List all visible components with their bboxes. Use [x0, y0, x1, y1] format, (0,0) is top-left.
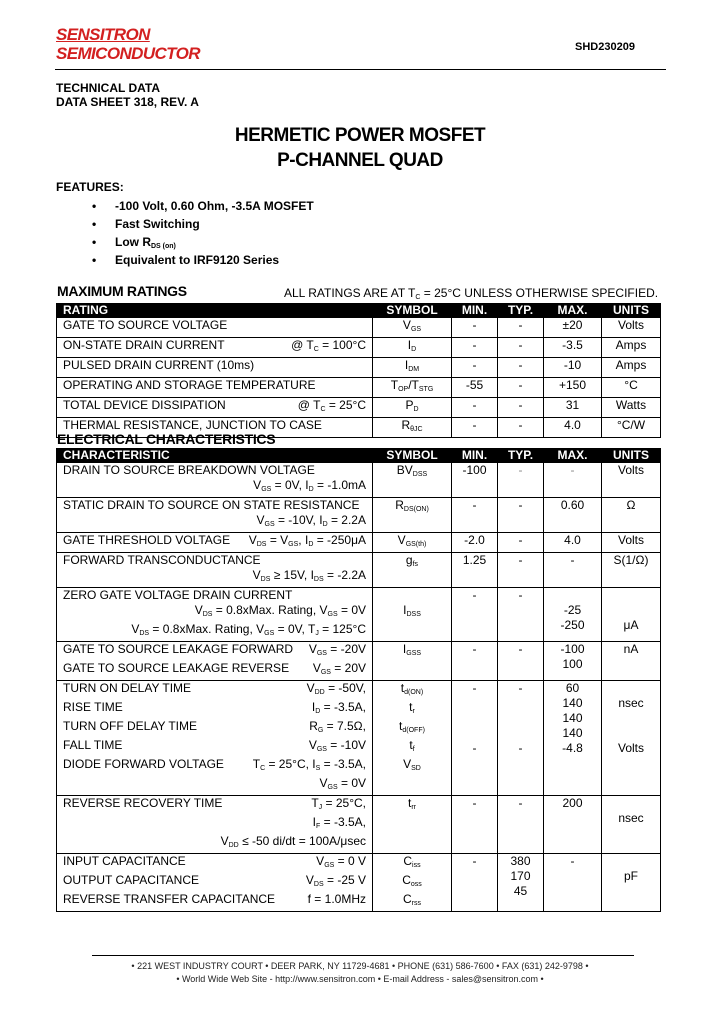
- footer-divider: [92, 955, 634, 956]
- features-list: [92, 197, 314, 269]
- table-row: DRAIN TO SOURCE BREAKDOWN VOLTAGE $V_{GS} = 0V$, $I_D = -1.0mA$ $BV_{DSS}$ -100 - - Volts: [57, 463, 661, 498]
- table-row: ZERO GATE VOLTAGE DRAIN CURRENT $V_{DS}$ = 0.8xMax. Rating, $V_{GS} = 0V$ $V_{DS}$ = 0.8xMax. Rating, $V_{GS} = 0V$, $T_J = 125^\circ C$ $I_{DSS}$ - - -25 -250 μA: [57, 588, 661, 642]
- footer-address: • 221 WEST INDUSTRY COURT • DEER PARK, NY 11729-4681 • PHONE (631) 586-7600 • FAX (631) 242-9798 •: [131, 961, 589, 971]
- ratings-note: ALL RATINGS ARE AT $T_C = 25^\circ C$ UNLESS OTHERWISE SPECIFIED.: [284, 286, 659, 301]
- table-header-row: CHARACTERISTIC SYMBOL MIN. TYP. MAX. UNITS: [57, 449, 661, 463]
- page-title: HERMETIC POWER MOSFET: [234, 125, 486, 146]
- table-row: FORWARD TRANSCONDUCTANCE $V_{DS} \ge 15V$, $I_{DS} = -2.2A$ $g_{fs}$ 1.25 - - S(1/Ω): [57, 553, 661, 588]
- footer-contact: • World Wide Web Site - http://www.sensitron.com • E-mail Address - sales@sensitron.com •: [176, 974, 544, 984]
- datasheet-revision: DATA SHEET 318, REV. A: [56, 95, 199, 109]
- table-row: GATE TO SOURCE LEAKAGE FORWARD $V_{GS} = -20V$ GATE TO SOURCE LEAKAGE REVERSE $V_{GS} = 20V$ $I_{GSS}$ - - -100 100 nA: [57, 642, 661, 681]
- features-heading: FEATURES:: [56, 180, 124, 194]
- feature-item: • Fast Switching: [92, 215, 314, 233]
- electrical-heading: ELECTRICAL CHARACTERISTICS: [57, 431, 276, 447]
- table-row: GATE THRESHOLD VOLTAGE $V_{DS} = V_{GS}$, $I_D = -250\mu A$ $V_{GS(th)}$ -2.0 - 4.0 Volts: [57, 533, 661, 553]
- max-ratings-heading: MAXIMUM RATINGS: [57, 283, 187, 299]
- table-row: REVERSE RECOVERY TIME $T_J = 25^\circ C$, $I_F = -3.5A$, $V_{DD} \le -50$ di/dt = 100A/μsec $t_{rr}$ - - 200 nsec: [57, 796, 661, 854]
- feature-item: • -100 Volt, 0.60 Ohm, -3.5A MOSFET: [92, 197, 314, 215]
- technical-data-block: [56, 81, 199, 109]
- feature-item: • Equivalent to IRF9120 Series: [92, 251, 314, 269]
- page-subtitle: P-CHANNEL QUAD: [277, 150, 443, 171]
- table-header-row: RATING SYMBOL MIN. TYP. MAX. UNITS: [57, 304, 661, 318]
- table-row: OPERATING AND STORAGE TEMPERATURE $T_{OP}/T_{STG}$ -55 - +150 °C: [57, 378, 661, 398]
- table-row: INPUT CAPACITANCE $V_{GS} = 0$ V OUTPUT CAPACITANCE $V_{DS} = -25$ V REVERSE TRANSFER CAPACITANCE f = 1.0MHz $C_{iss}$ $C_{oss}$ $C_{rss}$ - 380 170 45 - pF: [57, 854, 661, 912]
- feature-item: • Low $R_{DS (on)}$: [92, 233, 314, 251]
- max-ratings-table: [56, 303, 661, 438]
- table-row: TOTAL DEVICE DISSIPATION @ $T_C = 25^\circ C$ $P_D$ - - 31 Watts: [57, 398, 661, 418]
- electrical-table: [56, 448, 661, 912]
- table-row: TURN ON DELAY TIME $V_{DD} = -50V$, RISE TIME $I_D = -3.5A$, TURN OFF DELAY TIME $R_G = 7.5\Omega$, FALL TIME $V_{GS} = -10V$ DIODE FORWARD VOLTAGE $T_C = 25^\circ C$, $I_S = -3.5A$, $V_{GS} = 0V$ $t_{d(ON)}$ $t_r$ $t_{d(OFF)}$ $t_f$ $V_{SD}$ - - - - 60 140 140 140 -4.8 nsec Volts: [57, 681, 661, 796]
- header-divider: [55, 69, 666, 70]
- table-row: THERMAL RESISTANCE, JUNCTION TO CASE $R_{\theta JC}$ - - 4.0 °C/W: [57, 418, 661, 438]
- document-number: SHD230209: [575, 41, 635, 53]
- table-row: GATE TO SOURCE VOLTAGE $V_{GS}$ - - ±20 Volts: [57, 318, 661, 338]
- table-row: ON-STATE DRAIN CURRENT @ $T_C = 100^\circ C$ $I_D$ - - -3.5 Amps: [57, 338, 661, 358]
- logo-line-2: SEMICONDUCTOR: [56, 44, 200, 63]
- logo-line-1: SENSITRON: [56, 25, 150, 44]
- table-row: PULSED DRAIN CURRENT (10ms) $I_{DM}$ - - -10 Amps: [57, 358, 661, 378]
- company-logo: [56, 25, 200, 63]
- technical-data-label: TECHNICAL DATA: [56, 81, 160, 95]
- table-row: STATIC DRAIN TO SOURCE ON STATE RESISTANCE $V_{GS} = -10V$, $I_D = 2.2A$ $R_{DS(ON)}$ - - 0.60 Ω: [57, 498, 661, 533]
